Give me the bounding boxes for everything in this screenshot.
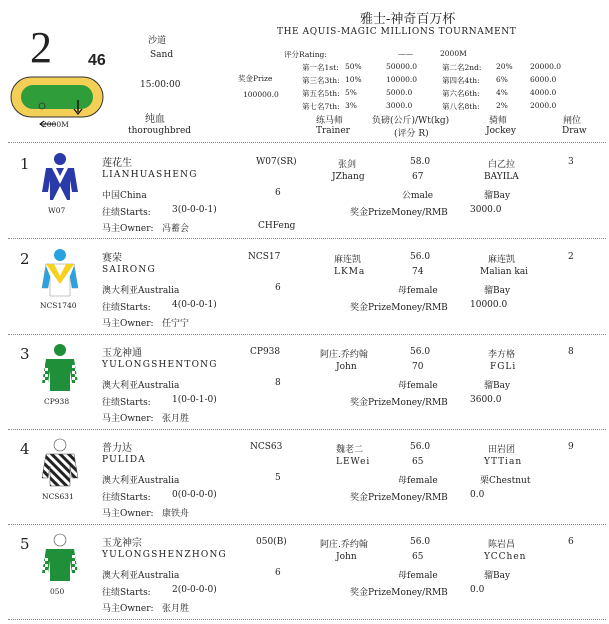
trainer-cn: 阿庄.乔约翰 (320, 350, 368, 360)
jockey-en: FGLi (490, 362, 517, 372)
divider (8, 238, 606, 239)
weight: 56.0 (410, 347, 431, 357)
prize-6-pct: 4% (496, 88, 508, 97)
col-jockey-cn: 骑师 (489, 116, 508, 126)
jockey-silk-icon (40, 341, 80, 399)
horse-sex: 母female (398, 286, 438, 296)
owner-value: 任宁宁 (162, 319, 190, 329)
prize-4-pct: 6% (496, 75, 508, 84)
prize-1-amount: 50000.0 (386, 62, 418, 71)
owner-value: 康铁舟 (162, 509, 190, 519)
trainer-cn: 张剑 (338, 160, 357, 170)
divider (8, 142, 606, 143)
rating-label: 评分Rating: (284, 50, 327, 59)
prize-8-amount: 2000.0 (530, 101, 557, 110)
col-jockey-en: Jockey (486, 126, 516, 136)
prize-5-amount: 5000.0 (386, 88, 413, 97)
prize-8-pct: 2% (496, 101, 508, 110)
starts-label: 往绩Starts: (102, 398, 151, 408)
prize-money-label: 奖金PrizeMoney/RMB (350, 588, 448, 598)
weight: 58.0 (410, 157, 431, 167)
distance-label: 2000M (42, 120, 69, 129)
horse-age: 6 (275, 188, 281, 198)
rating: 67 (412, 172, 424, 182)
col-draw-cn: 闸位 (563, 116, 582, 126)
horse-name-cn: 玉龙神通 (102, 348, 142, 359)
horse-country: 中国China (102, 191, 147, 201)
distance-value: 2000M (440, 49, 467, 58)
prize-money-value: 0.0 (470, 585, 485, 595)
horse-code: NCS63 (250, 442, 283, 452)
horse-name-cn: 普力达 (102, 443, 132, 454)
col-weight-cn: 负磅(公斤)/Wt(kg) (372, 116, 450, 126)
trainer-cn: 阿庄.乔约翰 (320, 540, 368, 550)
field-size: 46 (88, 52, 106, 69)
silk-code: W07 (48, 206, 66, 215)
horse-name-en: PULIDA (102, 455, 146, 465)
horse-name-en: LIANHUASHENG (102, 170, 198, 180)
horse-color: 骝Bay (484, 571, 511, 581)
owner-value: 冯蓄会 (162, 224, 190, 234)
race-title-cn: 雅士-神奇百万杯 (360, 12, 456, 27)
horse-sex: 母female (398, 476, 438, 486)
owner-value: 张月胜 (162, 604, 190, 614)
starts-label: 往绩Starts: (102, 493, 151, 503)
rating: 65 (412, 552, 424, 562)
starts-value: 3(0-0-0-1) (172, 205, 217, 215)
rating: 70 (412, 362, 424, 372)
horse-number: 2 (20, 250, 30, 268)
col-trainer-cn: 练马师 (316, 116, 344, 126)
horse-country: 澳大利亚Australia (102, 571, 180, 581)
prize-2-label: 第二名2nd: (442, 63, 482, 72)
horse-age: 8 (275, 378, 281, 388)
horse-sex: 母female (398, 571, 438, 581)
prize-1-pct: 50% (345, 62, 362, 71)
horse-number: 3 (20, 345, 30, 363)
horse-sex: 公male (402, 191, 434, 201)
prize-4-label: 第四名4th: (442, 76, 480, 85)
jockey-en: BAYILA (484, 172, 519, 182)
divider (8, 429, 606, 430)
surface-cn: 沙道 (148, 36, 167, 46)
prize-money-label: 奖金PrizeMoney/RMB (350, 303, 448, 313)
owner-label: 马主Owner: (102, 319, 154, 329)
horse-age: 6 (275, 283, 281, 293)
jockey-cn: 麻连凯 (488, 255, 516, 265)
horse-name-cn: 玉龙神宗 (102, 538, 142, 549)
prize-3-pct: 10% (345, 75, 362, 84)
starts-value: 1(0-0-1-0) (172, 395, 217, 405)
horse-name-cn: 莲花生 (102, 158, 132, 169)
horse-color: 骝Bay (484, 191, 511, 201)
trainer-en: LEWei (336, 457, 371, 467)
col-weight-en: (评分 R) (394, 129, 429, 139)
draw: 2 (568, 252, 574, 262)
trainer-en: LKMa (334, 267, 366, 277)
prize-3-label: 第三名3th: (302, 76, 340, 85)
race-number: 2 (30, 23, 52, 72)
jockey-cn: 田岩团 (488, 445, 516, 455)
race-time: 15:00:00 (140, 80, 181, 90)
prize-money-value: 10000.0 (470, 300, 508, 310)
silk-code: CP938 (44, 397, 70, 406)
prize-7-pct: 3% (345, 101, 357, 110)
prize-2-amount: 20000.0 (530, 62, 562, 71)
prize-6-amount: 4000.0 (530, 88, 557, 97)
rating: 74 (412, 267, 424, 277)
silk-code: NCS1740 (40, 301, 77, 310)
silk-code: 050 (50, 587, 65, 596)
surface-en: Sand (150, 50, 174, 60)
starts-value: 4(0-0-0-1) (172, 300, 217, 310)
starts-label: 往绩Starts: (102, 208, 151, 218)
draw: 9 (568, 442, 574, 452)
divider (8, 334, 606, 335)
horse-country: 澳大利亚Australia (102, 286, 180, 296)
starts-value: 0(0-0-0-0) (172, 490, 217, 500)
owner-label: 马主Owner: (102, 414, 154, 424)
starts-label: 往绩Starts: (102, 588, 151, 598)
divider (8, 619, 606, 620)
rating: 65 (412, 457, 424, 467)
prize-5-pct: 5% (345, 88, 357, 97)
prize-4-amount: 6000.0 (530, 75, 557, 84)
owner-label: 马主Owner: (102, 224, 154, 234)
jockey-silk-icon (40, 150, 80, 208)
jockey-silk-icon (40, 436, 80, 494)
horse-country: 澳大利亚Australia (102, 476, 180, 486)
prize-money-value: 3000.0 (470, 205, 502, 215)
prize-1-label: 第一名1st: (302, 63, 339, 72)
jockey-en: Malian kai (480, 267, 529, 277)
prize-money-label: 奖金PrizeMoney/RMB (350, 398, 448, 408)
silk-code: NCS631 (42, 492, 74, 501)
jockey-cn: 陈岩昌 (488, 540, 516, 550)
prize-money-value: 3600.0 (470, 395, 502, 405)
prize-money-label: 奖金PrizeMoney/RMB (350, 493, 448, 503)
prize-money-label: 奖金PrizeMoney/RMB (350, 208, 448, 218)
weight: 56.0 (410, 442, 431, 452)
horse-number: 4 (20, 440, 30, 458)
owner-value: 张月胜 (162, 414, 190, 424)
trainer-cn: 麻连凯 (334, 255, 362, 265)
race-title-en: THE AQUIS-MAGIC MILLIONS TOURNAMENT (277, 27, 517, 37)
horse-age: 5 (275, 473, 281, 483)
prize-total: 100000.0 (243, 90, 279, 99)
horse-code: CP938 (250, 347, 281, 357)
prize-7-label: 第七名7th: (302, 102, 340, 111)
owner-en: CHFeng (258, 221, 296, 231)
col-draw-en: Draw (562, 126, 587, 136)
horse-name-en: SAIRONG (102, 265, 156, 275)
horse-country: 澳大利亚Australia (102, 381, 180, 391)
horse-color: 栗Chestnut (480, 476, 531, 486)
draw: 3 (568, 157, 574, 167)
owner-label: 马主Owner: (102, 509, 154, 519)
starts-label: 往绩Starts: (102, 303, 151, 313)
horse-name-cn: 赛荣 (102, 253, 122, 264)
prize-label: 奖金Prize (238, 74, 273, 83)
prize-3-amount: 10000.0 (386, 75, 418, 84)
horse-sex: 母female (398, 381, 438, 391)
horse-code: W07(SR) (256, 157, 297, 167)
horse-code: NCS17 (248, 252, 281, 262)
owner-label: 马主Owner: (102, 604, 154, 614)
divider (8, 524, 606, 525)
jockey-cn: 白乙拉 (488, 160, 516, 170)
prize-2-pct: 20% (496, 62, 513, 71)
horse-age: 6 (275, 568, 281, 578)
trainer-en: John (336, 362, 357, 372)
breed-cn: 纯血 (145, 114, 165, 125)
draw: 6 (568, 537, 574, 547)
horse-code: 050(B) (256, 537, 287, 547)
trainer-en: John (336, 552, 357, 562)
trainer-en: JZhang (332, 172, 365, 182)
starts-value: 2(0-0-0-0) (172, 585, 217, 595)
prize-5-label: 第五名5th: (302, 89, 340, 98)
prize-money-value: 0.0 (470, 490, 485, 500)
jockey-en: YCChen (484, 552, 527, 562)
horse-number: 5 (20, 535, 30, 553)
prize-7-amount: 3000.0 (386, 101, 413, 110)
horse-color: 骝Bay (484, 381, 511, 391)
jockey-en: YTTian (484, 457, 523, 467)
rating-value: —— (398, 49, 413, 58)
jockey-silk-icon (40, 531, 80, 589)
col-trainer-en: Trainer (316, 126, 350, 136)
horse-name-en: YULONGSHENTONG (102, 360, 218, 370)
weight: 56.0 (410, 537, 431, 547)
weight: 56.0 (410, 252, 431, 262)
horse-name-en: YULONGSHENZHONG (102, 550, 227, 560)
prize-8-label: 第八名8th: (442, 102, 480, 111)
prize-6-label: 第六名6th: (442, 89, 480, 98)
horse-color: 骝Bay (484, 286, 511, 296)
horse-number: 1 (20, 155, 30, 173)
jockey-cn: 李方格 (488, 350, 516, 360)
jockey-silk-icon (40, 246, 80, 304)
breed-en: thoroughbred (128, 126, 192, 136)
trainer-cn: 魏老二 (336, 445, 364, 455)
draw: 8 (568, 347, 574, 357)
